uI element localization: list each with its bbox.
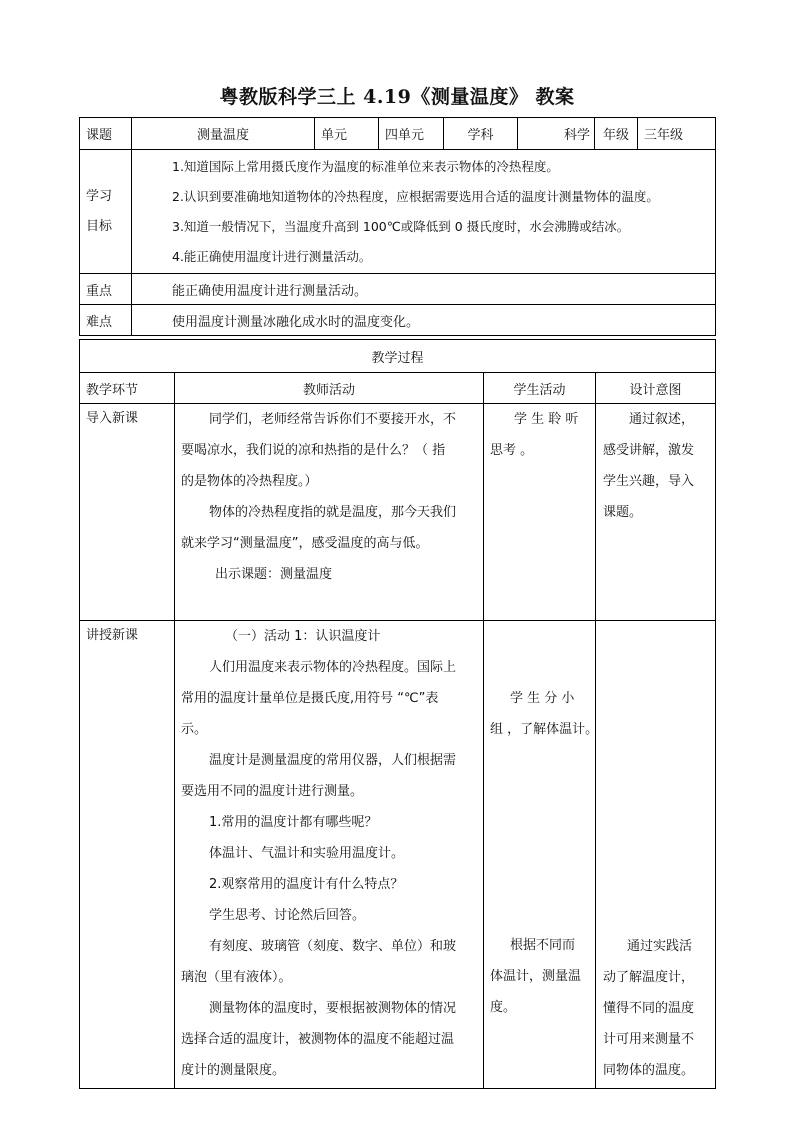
- teacher-line: 体温计、气温计和实验用温度计。: [209, 846, 405, 861]
- teacher-line: 度计的测量限度。: [181, 1063, 286, 1078]
- teacher-line: （一）活动 1：认识温度计: [225, 629, 381, 644]
- stage-new: 讲授新课: [80, 621, 175, 1089]
- teacher-line: 测量物体的温度时，要根据被测物体的情况: [209, 1001, 457, 1016]
- goal-item: 3.知道一般情况下，当温度升高到 100℃或降低到 0 摄氏度时，水会沸腾或结冰。: [172, 218, 630, 234]
- design-line: 感受讲解，激发: [603, 443, 695, 458]
- student-line: 根据不同而: [510, 938, 576, 953]
- col-student: 学生活动: [484, 373, 596, 404]
- info-table: [79, 117, 716, 336]
- student-new: [484, 621, 599, 1089]
- teacher-line: 常用的温度计量单位是摄氏度,用符号 “℃”表: [181, 691, 439, 706]
- teacher-line: 示。: [181, 722, 208, 737]
- student-intro: [484, 404, 596, 621]
- design-line: 课题。: [603, 505, 643, 520]
- topic-label: 课题: [80, 118, 132, 150]
- design-line: 动了解温度计，: [603, 970, 695, 985]
- difficulty-label: 难点: [80, 305, 132, 336]
- student-line: 学 生 聆 听: [514, 412, 579, 427]
- unit-label: 单元: [315, 118, 379, 150]
- teacher-line: 温度计是测量温度的常用仪器，人们根据需: [209, 753, 457, 768]
- col-teacher: 教师活动: [175, 373, 484, 404]
- design-line: 通过叙述，: [629, 412, 695, 427]
- subject-label: 学科: [444, 118, 518, 150]
- goal-item: 1.知道国际上常用摄氏度作为温度的标准单位来表示物体的冷热程度。: [172, 158, 559, 174]
- teacher-line: 要选用不同的温度计进行测量。: [181, 784, 364, 799]
- goals-list: [132, 150, 716, 274]
- design-line: 通过实践活: [627, 939, 693, 954]
- teacher-line: 同学们，老师经常告诉你们不要接开水，不: [209, 412, 457, 427]
- stage-intro: 导入新课: [80, 404, 175, 621]
- design-line: 同物体的温度。: [603, 1063, 695, 1078]
- grade-value: 三年级: [638, 118, 716, 150]
- teacher-line: 选择合适的温度计，被测物体的温度不能超过温: [181, 1032, 455, 1047]
- student-line: 体温计，测量温: [490, 969, 582, 984]
- teacher-line: 璃泡（里有液体）。: [181, 970, 292, 985]
- design-intro: [596, 404, 716, 621]
- teacher-line: 的是物体的冷热程度。）: [181, 474, 318, 489]
- teacher-line: 人们用温度来表示物体的冷热程度。国际上: [209, 660, 457, 675]
- design-line: 计可用来测量不: [603, 1032, 695, 1047]
- topic-value: 测量温度: [132, 118, 315, 150]
- teacher-line: 有刻度、玻璃管（刻度、数字、单位）和玻: [209, 939, 457, 954]
- teacher-line: 物体的冷热程度指的就是温度，那今天我们: [209, 505, 457, 520]
- col-stage: 教学环节: [80, 373, 175, 404]
- design-new: [596, 621, 716, 1089]
- teacher-line: 2.观察常用的温度计有什么特点？: [209, 877, 404, 892]
- student-line: 学 生 分 小: [510, 691, 575, 706]
- goal-item: 4.能正确使用温度计进行测量活动。: [172, 248, 372, 264]
- col-design: 设计意图: [596, 373, 716, 404]
- page-title: 粤教版科学三上 4.19《测量温度》 教案: [219, 86, 575, 108]
- student-line: 思考 。: [490, 443, 534, 458]
- process-table: [79, 339, 716, 1089]
- unit-value: 四单元: [379, 118, 444, 150]
- teacher-line: 学生思考、讨论然后回答。: [209, 908, 366, 923]
- teacher-line: 出示课题：测量温度: [215, 567, 333, 582]
- subject-value: 科学: [518, 118, 595, 150]
- goal-item: 2.认识到要准确地知道物体的冷热程度，应根据需要选用合适的温度计测量物体的温度。: [172, 188, 659, 204]
- goals-label: 学习 目标: [80, 150, 132, 274]
- teacher-line: 要喝凉水，我们说的凉和热指的是什么？（ 指: [181, 443, 446, 458]
- student-line: 度。: [490, 1000, 517, 1015]
- teacher-line: 1.常用的温度计都有哪些呢？: [209, 815, 378, 830]
- design-line: 学生兴趣，导入: [603, 474, 695, 489]
- teacher-new: [175, 621, 484, 1089]
- teacher-line: 就来学习“测量温度”，感受温度的高与低。: [181, 536, 429, 551]
- teacher-intro: [175, 404, 484, 621]
- student-line: 组 ，了解体温计。: [490, 722, 599, 737]
- key-point-label: 重点: [80, 274, 132, 305]
- key-point-value: 能正确使用温度计进行测量活动。: [132, 274, 716, 305]
- design-line: 懂得不同的温度: [603, 1001, 695, 1016]
- difficulty-value: 使用温度计测量冰融化成水时的温度变化。: [132, 305, 716, 336]
- grade-label: 年级: [595, 118, 638, 150]
- process-title: 教学过程: [80, 340, 716, 373]
